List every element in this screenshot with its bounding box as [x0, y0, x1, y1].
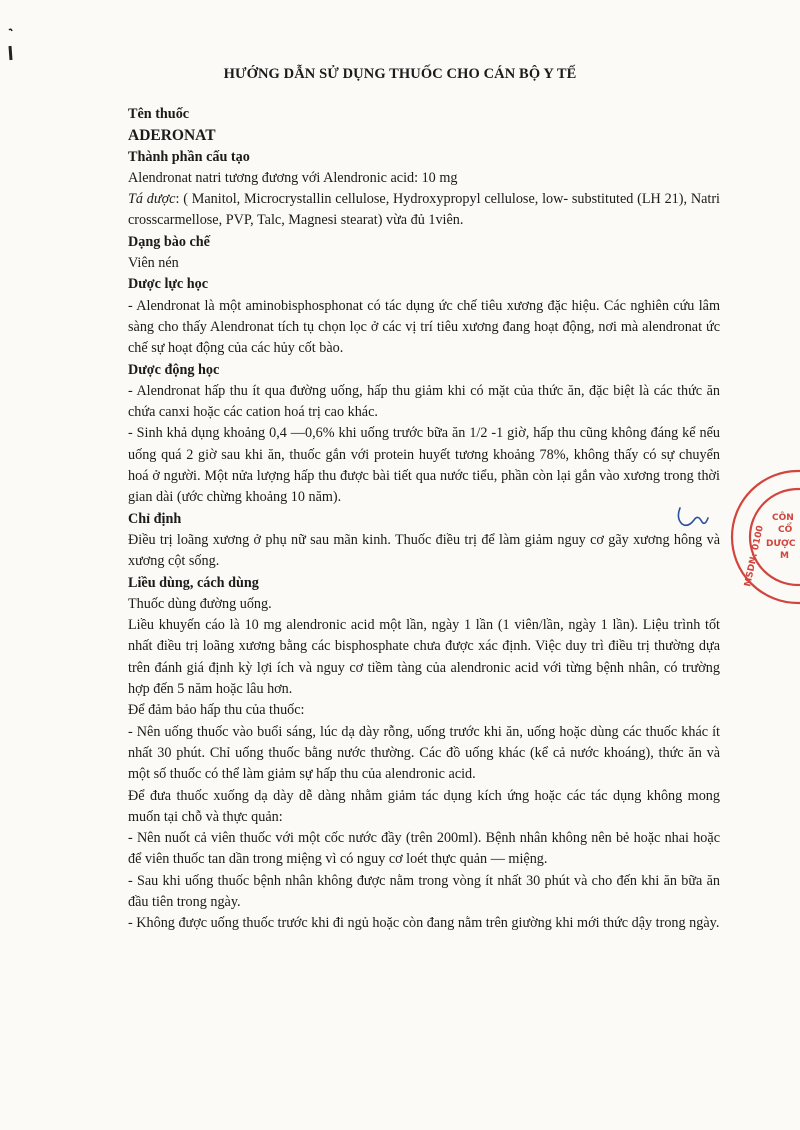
- handwritten-mark-icon: [672, 504, 712, 530]
- dosage-paragraph-4: - Nên uống thuốc vào buổi sáng, lúc dạ dày rỗng, uống trước khi ăn, uống hoặc dùng các thuốc khác ít nhất 30 phút. Chỉ uống thuốc bằng nước thường. Các đồ uống khác (kể cả nước khoáng), thức ăn và một số thuốc có thể làm giảm sự hấp thu của alendronic acid.: [128, 723, 720, 783]
- document-title: HƯỚNG DẪN SỬ DỤNG THUỐC CHO CÁN BỘ Y TẾ: [223, 66, 577, 82]
- pharmacokinetics-paragraph-1: - Alendronat hấp thu ít qua đường uống, hấp thu giảm khi có mặt của thức ăn, đặc biệt là các thức ăn chứa canxi hoặc các cation hoá trị cao khác.: [128, 382, 720, 421]
- indication-paragraph: Điều trị loãng xương ở phụ nữ sau mãn kinh. Thuốc điều trị để làm giảm nguy cơ gãy xương hông và xương cột sống.: [128, 531, 720, 570]
- dosage-paragraph-8: - Không được uống thuốc trước khi đi ngủ hoặc còn đang nằm trên giường khi mới thức dậy trong ngày.: [128, 915, 720, 932]
- official-stamp-icon: [728, 462, 800, 612]
- active-ingredient: Alendronat natri tương đương với Alendronic acid: 10 mg: [128, 169, 458, 186]
- stamp-inner-line-4: M: [780, 551, 789, 561]
- stamp-inner-line-1: CÔN: [772, 513, 794, 523]
- document-body: [128, 104, 720, 935]
- drug-name: ADERONAT: [128, 127, 216, 145]
- dosage-paragraph-7: - Sau khi uống thuốc bệnh nhân không được nằm trong vòng ít nhất 30 phút và cho đến khi ăn bữa ăn đầu tiên trong ngày.: [128, 872, 720, 910]
- dosage-paragraph-6: - Nên nuốt cả viên thuốc với một cốc nước đầy (trên 200ml). Bệnh nhân không nên bẻ hoặc nhai hoặc để viên thuốc tan dần trong miệng vì có nguy cơ loét thực quản — miệng.: [128, 830, 720, 868]
- pharmacokinetics-paragraph-2: - Sinh khả dụng khoảng 0,4 —0,6% khi uống trước bữa ăn 1/2 -1 giờ, hấp thu cũng không đáng kể nếu uống quá 2 giờ sau khi ăn, thuốc gắn với protein huyết tương khoảng 78%, không thấy có sự chuyển hoá ở người. Một nửa lượng hấp thu được bài tiết qua nước tiểu, phần còn lại gắn vào xương trong thời gian dài (ước chừng khoảng 10 năm).: [128, 425, 720, 506]
- dosage-form: Viên nén: [128, 255, 179, 272]
- heading-duoc-luc-hoc: Dược lực học: [128, 276, 209, 293]
- excipients: [128, 189, 720, 232]
- dosage-paragraph-2: Liều khuyến cáo là 10 mg alendronic acid một lần, ngày 1 lần (1 viên/lần, ngày 1 lần). Liệu trình tốt nhất điều trị loãng xương bằng các bisphosphate chưa được xác định. Việc duy trì điều trị thường dựa trên đánh giá định kỳ lợi ích và nguy cơ tiềm tàng của alendronic acid với từng bệnh nhân, có trường hợp đến 5 năm hoặc lâu hơn.: [128, 617, 720, 698]
- excipient-label: Tá dược: [128, 191, 176, 208]
- stamp-inner-line-2: CỔ: [778, 525, 793, 535]
- heading-chi-dinh: Chỉ định: [128, 510, 182, 527]
- pharmacodynamics-paragraph: - Alendronat là một aminobisphosphonat có tác dụng ức chế tiêu xương đặc hiệu. Các nghiên cứu lâm sàng cho thấy Alendronat tích tụ chọn lọc ở các vị trí tiêu xương đang hoạt động, nơi mà alendronat ức chế sự hoạt động của các hủy cốt bào.: [128, 297, 720, 357]
- heading-duoc-dong-hoc: Dược động học: [128, 361, 220, 378]
- dosage-paragraph-1: Thuốc dùng đường uống.: [128, 595, 272, 612]
- heading-dang-bao-che: Dạng bào chế: [128, 233, 210, 250]
- stamp-ring-text: MSDN: 0100: [743, 524, 766, 588]
- stamp-inner-line-3: DƯỢC: [766, 539, 796, 549]
- heading-ten-thuoc: Tên thuốc: [128, 106, 190, 122]
- dosage-paragraph-3: Để đảm bảo hấp thu của thuốc:: [128, 702, 305, 719]
- excipient-text: : ( Manitol, Microcrystallin cellulose, Hydroxypropyl cellulose, low- substituted (LH 21), Natri crosscarmellose, PVP, Talc, Magnesi stearat) vừa đủ 1viên.: [128, 191, 720, 229]
- scan-mark-icon: [6, 24, 16, 64]
- heading-thanh-phan: Thành phần cấu tạo: [128, 148, 250, 165]
- heading-lieu-dung: Liều dùng, cách dùng: [128, 574, 259, 591]
- dosage-paragraph-5: Để đưa thuốc xuống dạ dày dễ dàng nhằm giảm tác dụng kích ứng hoặc các tác dụng không mong muốn tại chỗ và thực quản:: [128, 787, 720, 825]
